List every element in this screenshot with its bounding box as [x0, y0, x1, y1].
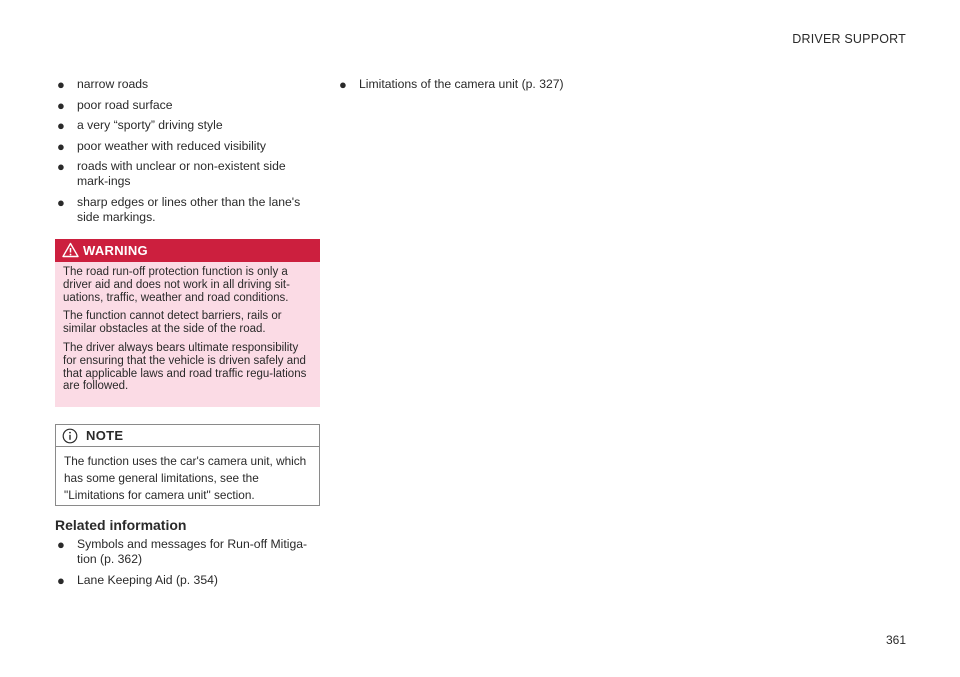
- related-link-item[interactable]: ● Limitations of the camera unit (p. 327): [339, 77, 564, 92]
- left-bullet-list-container: [55, 77, 320, 230]
- list-item: ● sharp edges or lines other than the lane's side markings.: [57, 194, 301, 224]
- related-link-item[interactable]: ● Symbols and messages for Run-off Mitiga-tion (p. 362): [57, 537, 308, 566]
- list-item: ● roads with unclear or non-existent side mark-ings: [57, 159, 286, 188]
- warning-triangle-icon: [62, 242, 79, 258]
- list-item: ● poor weather with reduced visibility: [57, 138, 266, 154]
- section-header: DRIVER SUPPORT: [792, 32, 906, 46]
- bullet-icon: ●: [57, 97, 65, 113]
- right-bullet-list-container: [337, 77, 637, 98]
- warning-header: [55, 239, 320, 262]
- warning-paragraph: The function cannot detect barriers, rails or similar obstacles at the side of the road.: [63, 310, 282, 336]
- bullet-icon: ●: [57, 572, 65, 588]
- note-header: [56, 425, 319, 447]
- list-item: ● a very “sporty” driving style: [57, 118, 223, 133]
- warning-body: [55, 262, 320, 407]
- bullet-icon: ●: [57, 537, 65, 552]
- left-bullet-list: [55, 77, 320, 225]
- list-item: ● poor road surface: [57, 97, 173, 113]
- page-number: 361: [885, 633, 906, 647]
- bullet-icon: ●: [57, 77, 65, 92]
- related-link-item[interactable]: ● Lane Keeping Aid (p. 354): [57, 572, 218, 588]
- bullet-icon: ●: [57, 118, 65, 133]
- list-item: ● narrow roads: [57, 77, 149, 92]
- bullet-icon: ●: [57, 159, 65, 174]
- right-bullet-list: [337, 77, 637, 92]
- info-circle-icon: [62, 428, 78, 444]
- bullet-icon: ●: [57, 138, 65, 154]
- bullet-icon: ●: [57, 194, 65, 210]
- bullet-icon: ●: [339, 77, 347, 92]
- warning-title: WARNING: [83, 243, 148, 258]
- warning-paragraph: The driver always bears ultimate responsibility for ensuring that the vehicle is driven safely and that applicable laws and road traffic regu-lations are followed.: [63, 341, 307, 393]
- note-title: NOTE: [86, 428, 124, 443]
- related-information-list: [55, 537, 320, 593]
- warning-box: [55, 239, 320, 407]
- related-information-heading: Related information: [55, 517, 187, 533]
- note-text: The function uses the car's camera unit, which has some general limitations, see the "Limitations for camera unit" section.: [64, 454, 307, 502]
- warning-paragraph: The road run-off protection function is only a driver aid and does not work in all driving sit-uations, traffic, weather and road conditions.: [63, 266, 290, 304]
- note-box: [55, 424, 320, 506]
